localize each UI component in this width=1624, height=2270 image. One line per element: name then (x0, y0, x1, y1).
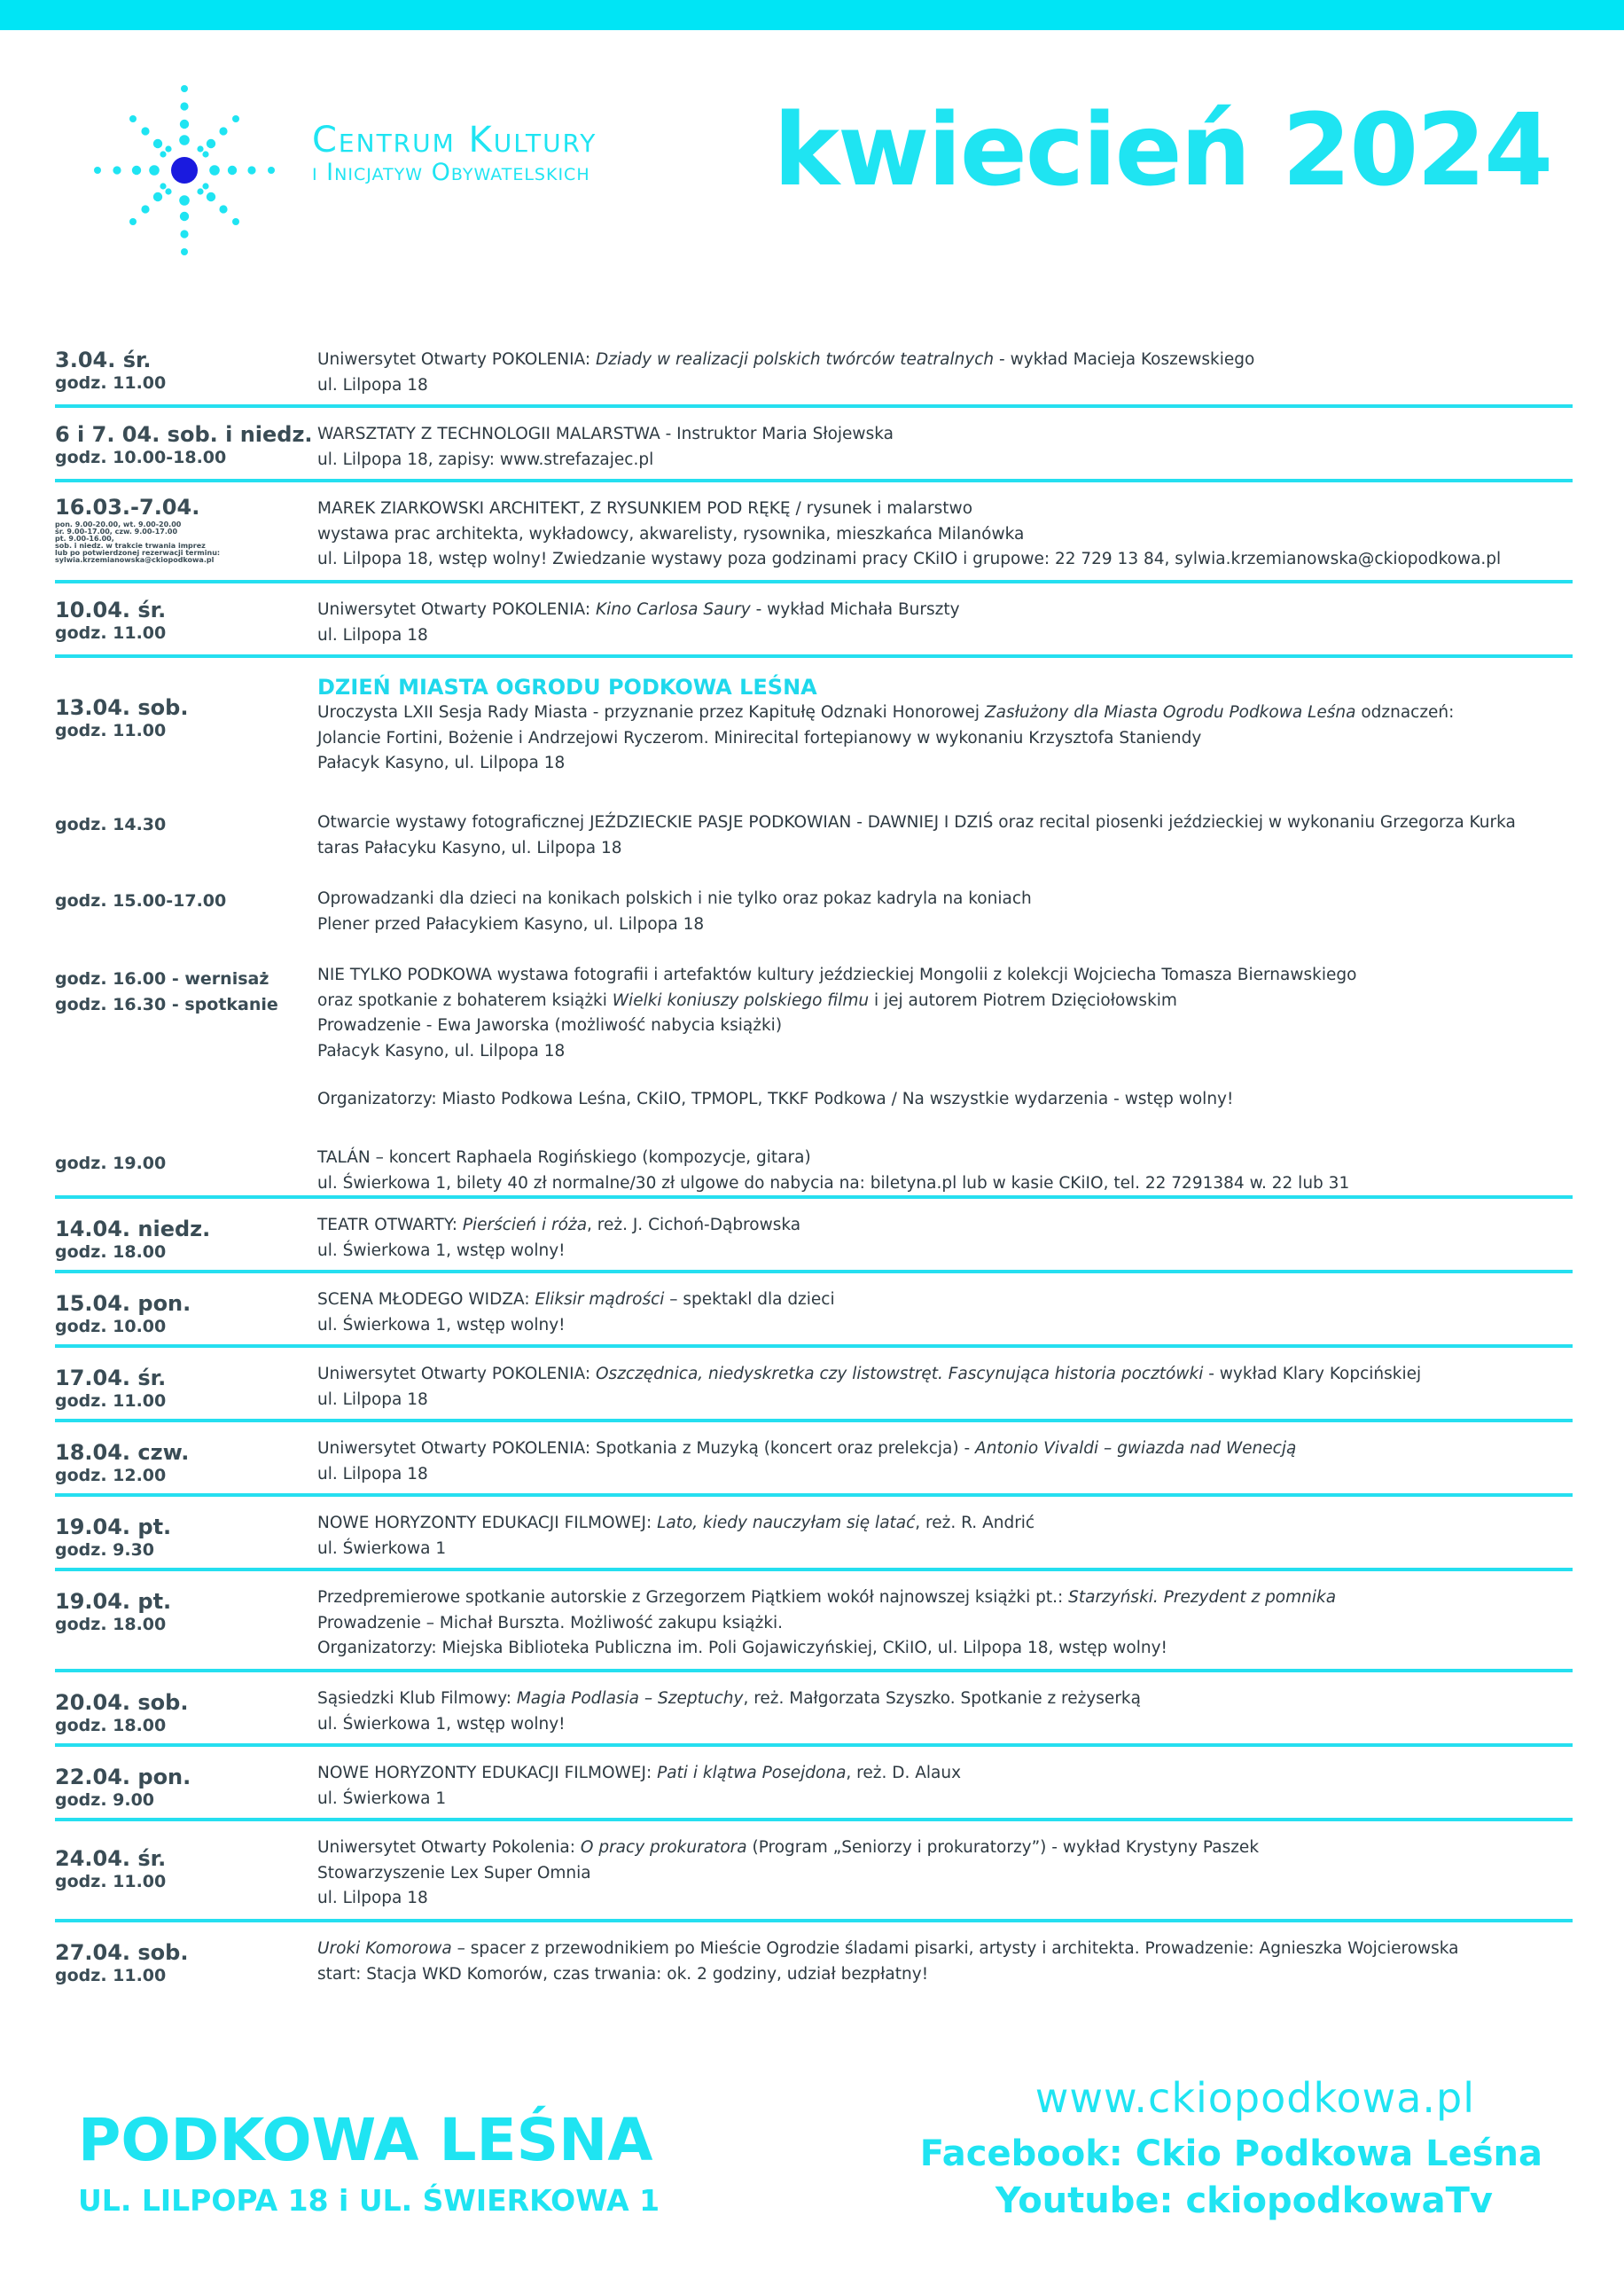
event-row (55, 1204, 1573, 1273)
event-date: 6 i 7. 04. sob. i niedz. godz. 10.00-18.00 (55, 422, 313, 467)
event-description: DZIEŃ MIASTA OGRODU PODKOWA LEŚNA Uroczysta LXII Sesja Rady Miasta - przyznanie przez Kapitułę Odznaki Honorowej Zasłużony dla Miasta Ogrodu Podkowa Leśna odznaczeń: Jolancie Fortini, Bożenie i Andrzejowi Ryczerom. Minirecital fortepianowy w wykonaniu Krzysztofa Staniendy Pałacyk Kasyno, ul. Lilpopa 18 (317, 663, 1573, 777)
event-row (55, 348, 1573, 408)
org-name-line2: i Inicjatyw Obywatelskich (312, 159, 590, 186)
event-list (55, 348, 1573, 1993)
event-description: Uniwersytet Otwarty Pokolenia: O pracy prokuratora (Program „Seniorzy i prokuratorzy”) - wykład Krystyny Paszek Stowarzyszenie Lex Super Omnia ul. Lilpopa 18 (317, 1838, 1260, 1907)
event-row (55, 1279, 1573, 1348)
event-date: 10.04. śr. godz. 11.00 (55, 598, 167, 643)
event-description: SCENA MŁODEGO WIDZA: Eliksir mądrości – spektakl dla dzieci ul. Świerkowa 1, wstęp wolny! (317, 1290, 835, 1335)
event-row (55, 1428, 1573, 1497)
event-description: Uroki Komorowa – spacer z przewodnikiem po Mieście Ogrodzie śladami pisarki, artysty i architekta. Prowadzenie: Agnieszka Wojcierowska start: Stacja WKD Komorów, czas trwania: ok. 2 godziny, udział bezpłatny! (317, 1939, 1459, 1984)
event-date: 18.04. czw. godz. 12.00 (55, 1440, 190, 1485)
event-description: MAREK ZIARKOWSKI ARCHITEKT, Z RYSUNKIEM POD RĘKĘ / rysunek i malarstwo wystawa prac architekta, wykładowcy, akwarelisty, rysownika, mieszkańca Milanówka ul. Lilpopa 18, wstęp wolny! Zwiedzanie wystawy poza godzinami pracy CKiIO i grupowe: 22 729 13 84, sylwia.krzemianowska@ckiopodkowa.pl (317, 499, 1502, 568)
event-description: Otwarcie wystawy fotograficznej JEŹDZIECKIE PASJE PODKOWIAN - DAWNIEJ I DZIŚ oraz recital piosenki jeździeckiej w wykonaniu Grzegorza Kurka taras Pałacyku Kasyno, ul. Lilpopa 18 (317, 813, 1516, 857)
month-title: kwiecień 2024 (773, 93, 1551, 208)
event-row (55, 1928, 1573, 1993)
event-description: NOWE HORYZONTY EDUKACJI FILMOWEJ: Lato, kiedy nauczyłam się latać, reż. R. Andrić ul. Świerkowa 1 (317, 1514, 1035, 1558)
event-row (55, 1678, 1573, 1747)
event-date: 3.04. śr. godz. 11.00 (55, 348, 167, 393)
event-row (55, 1827, 1573, 1922)
event-description: NOWE HORYZONTY EDUKACJI FILMOWEJ: Pati i klątwa Posejdona, reż. D. Alaux ul. Świerkowa 1 (317, 1764, 962, 1808)
event-date: 17.04. śr. godz. 11.00 (55, 1366, 167, 1411)
event-row (55, 663, 1573, 789)
event-date: 19.04. pt. godz. 18.00 (55, 1589, 172, 1634)
event-row (55, 488, 1573, 583)
top-accent-bar (0, 0, 1624, 30)
event-date: 24.04. śr. godz. 11.00 (55, 1846, 167, 1891)
event-description: Sąsiedzki Klub Filmowy: Magia Podlasia – Szeptuchy, reż. Małgorzata Szyszko. Spotkanie z reżyserką ul. Świerkowa 1, wstęp wolny! (317, 1689, 1141, 1734)
event-date: 22.04. pon. godz. 9.00 (55, 1765, 191, 1810)
event-date: 20.04. sob. godz. 18.00 (55, 1690, 189, 1735)
footer-youtube-link[interactable]: Youtube: ckiopodkowaTv (995, 2180, 1493, 2221)
opening-hours: pon. 9.00-20.00, wt. 9.00-20.00 śr. 9.00-17.00, czw. 9.00-17.00 pt. 9.00-16.00, sob. i niedz. w trakcie trwania imprez lub po potwierdzonej rezerwacji terminu: sylwia.krzemianowska@ckiopodkowa.pl (55, 521, 221, 564)
event-row (55, 1353, 1573, 1422)
event-description: Oprowadzanki dla dzieci na konikach polskich i nie tylko oraz pokaz kadryla na koniach Plener przed Pałacykiem Kasyno, ul. Lilpopa 18 (317, 889, 1032, 934)
footer-address: UL. LILPOPA 18 i UL. ŚWIERKOWA 1 (78, 2183, 660, 2218)
org-name-line1: Centrum Kultury (312, 120, 597, 160)
event-description: Uniwersytet Otwarty POKOLENIA: Oszczędnica, niedyskretka czy listowstręt. Fascynująca historia pocztówki - wykład Klary Kopcińskiej ul. Lilpopa 18 (317, 1365, 1422, 1409)
event-row (55, 1577, 1573, 1672)
event-description: TALÁN – koncert Raphaela Rogińskiego (kompozycje, gitara) ul. Świerkowa 1, bilety 40 zł normalne/30 zł ulgowe do nabycia na: biletyna.pl lub w kasie CKiIO, tel. 22 7291384 w. 22 lub 31 (317, 1148, 1350, 1193)
footer-city: PODKOWA LEŚNA (78, 2106, 653, 2174)
event-description: WARSZTATY Z TECHNOLOGII MALARSTWA - Instruktor Maria Słojewska ul. Lilpopa 18, zapisy: www.strefazajec.pl (317, 425, 894, 469)
event-description: TEATR OTWARTY: Pierścień i róża, reż. J. Cichoń-Dąbrowska ul. Świerkowa 1, wstęp wolny! (317, 1216, 801, 1260)
event-description: Uniwersytet Otwarty POKOLENIA: Spotkania z Muzyką (koncert oraz prelekcja) - Antonio Vivaldi – gwiazda nad Wenecją ul. Lilpopa 18 (317, 1439, 1297, 1483)
event-date: godz. 19.00 (55, 1154, 167, 1173)
event-date: godz. 15.00-17.00 (55, 891, 227, 911)
event-row (55, 865, 1573, 942)
event-row (55, 789, 1573, 865)
organization-logo (87, 73, 282, 268)
event-description: Przedpremierowe spotkanie autorskie z Grzegorzem Piątkiem wokół najnowszej książki pt.: Starzyński. Prezydent z pomnika Prowadzenie – Michał Burszta. Możliwość zakupu książki. Organizatorzy: Miejska Biblioteka Publiczna im. Poli Gojawiczyńskiej, CKiIO, ul. Lilpopa 18, wstęp wolny! (317, 1588, 1337, 1657)
event-date: 16.03.-7.04. pon. 9.00-20.00, wt. 9.00-20.00 śr. 9.00-17.00, czw. 9.00-17.00 pt. 9.00-16.00, sob. i niedz. w trakcie trwania imprez lub po potwierdzonej rezerwacji terminu: sylwia.krzemianowska@ckiopodkowa.pl (55, 495, 321, 564)
event-date: 15.04. pon. godz. 10.00 (55, 1291, 191, 1336)
footer-website-link[interactable]: www.ckiopodkowa.pl (1035, 2074, 1475, 2122)
festival-title: DZIEŃ MIASTA OGRODU PODKOWA LEŚNA (317, 675, 817, 700)
event-description: Uniwersytet Otwarty POKOLENIA: Dziady w realizacji polskich twórców teatralnych - wykład Macieja Koszewskiego ul. Lilpopa 18 (317, 350, 1255, 395)
event-date: 14.04. niedz. godz. 18.00 (55, 1217, 211, 1262)
event-row (55, 1502, 1573, 1571)
event-date: 19.04. pt. godz. 9.30 (55, 1515, 172, 1560)
event-date: godz. 16.00 - wernisaż godz. 16.30 - spotkanie (55, 969, 278, 1014)
footer-facebook-link[interactable]: Facebook: Ckio Podkowa Leśna (919, 2133, 1542, 2174)
event-date: godz. 14.30 (55, 815, 167, 834)
event-row (55, 942, 1573, 1128)
event-row (55, 589, 1573, 658)
event-row (55, 1752, 1573, 1821)
event-row (55, 413, 1573, 482)
event-date: 13.04. sob. godz. 11.00 (55, 695, 189, 740)
event-row (55, 1128, 1573, 1199)
event-description: NIE TYLKO PODKOWA wystawa fotografii i artefaktów kultury jeździeckiej Mongolii z kolekcji Wojciecha Tomasza Biernawskiego oraz spotkanie z bohaterem książki Wielki koniuszy polskiego filmu i jej autorem Piotrem Dzięciołowskim Prowadzenie - Ewa Jaworska (możliwość nabycia książki) Pałacyk Kasyno, ul. Lilpopa 18 Organizatorzy: Miasto Podkowa Leśna, CKiIO, TPMOPL, TKKF Podkowa / Na wszystkie wydarzenia - wstęp wolny! (317, 966, 1357, 1108)
organization-name (312, 121, 597, 186)
event-date: 27.04. sob. godz. 11.00 (55, 1940, 189, 1985)
event-description: Uniwersytet Otwarty POKOLENIA: Kino Carlosa Saury - wykład Michała Burszty ul. Lilpopa 18 (317, 600, 960, 645)
